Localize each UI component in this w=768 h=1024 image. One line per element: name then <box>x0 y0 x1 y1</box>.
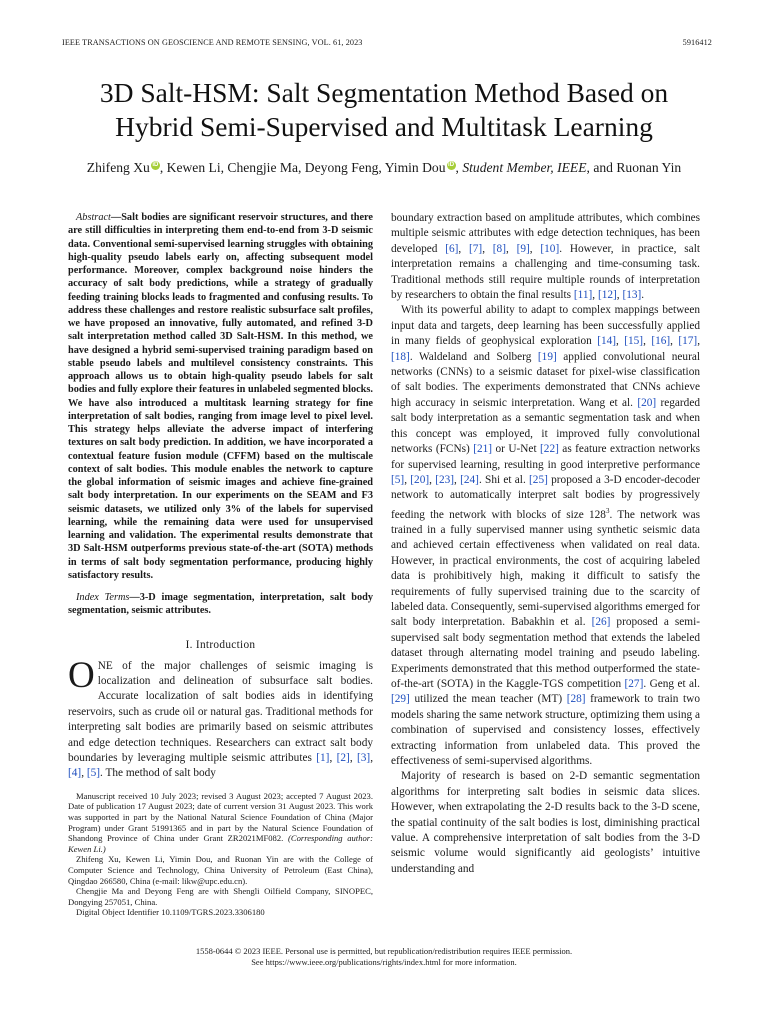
text-run: regarded salt body interpretation as a semantic segmentation task and when this concept was employed, it improved fully convolutional networks (FCNs) <box>391 396 700 456</box>
copyright-line-1: 1558-0644 © 2023 IEEE. Personal use is permitted, but republication/redistribution requires IEEE permission. <box>195 946 573 956</box>
page-number: 5916412 <box>682 38 712 47</box>
text-run: or U-Net <box>492 443 541 456</box>
author-list <box>40 160 728 176</box>
text-run: . Geng et al. <box>643 677 700 690</box>
citation-link[interactable]: [25] <box>529 473 548 486</box>
text-run: applied convolutional neural networks (CNNs) to a seismic dataset for pixel-wise classification of salt bodies. The experiments demonstrated that CNNs achieve high accuracy in seismic interpretation. Wang et al. <box>391 350 700 409</box>
right-column <box>391 211 700 877</box>
citation-link[interactable]: [24] <box>460 473 479 486</box>
footnotes <box>68 791 373 918</box>
citation-link[interactable]: [20] <box>637 396 657 409</box>
title-line-2: Hybrid Semi-Supervised and Multitask Learning <box>115 111 653 142</box>
citation-link[interactable]: [2] <box>336 751 350 764</box>
intro-paragraph: ONE of the major challenges of seismic imaging is localization and delineation of subsurface salt bodies. Accurate localization of salt bodies aids in identifying reservoirs, such as crude oil or natural gas. Traditional methods for interpreting salt bodies are primarily based on seismic attributes and edge detection techniques. Researchers can extract salt body boundaries by leveraging multiple seismic attributes [1], [2], [3], [4], [5]. The method of salt body <box>68 654 374 780</box>
citation-link[interactable]: [8] <box>492 242 506 255</box>
citation-link[interactable]: [11] <box>573 289 593 302</box>
index-terms <box>68 591 373 618</box>
paragraph: Majority of research is based on 2-D semantic segmentation algorithms for interpreting salt bodies in seismic data slices. However, when extrapolating the 2-D results back to the 3-D scene, the spatial continuity of the salt bodies is lost, diminishing practical value. A comprehensive interpretation of salt bodies from the 3-D seismic volume would significantly aid geologists’ intuitive understanding and <box>391 770 700 875</box>
citation-link[interactable]: [16] <box>651 335 671 348</box>
citation-link[interactable]: [26] <box>591 616 611 629</box>
footnote-affiliation-1: Zhifeng Xu, Kewen Li, Yimin Dou, and Ruonan Yin are with the College of Computer Science and Technology, China University of Petroleum (East China), Qingdao 266580, China (e-mail: likw@upc.edu.cn). <box>68 854 373 886</box>
title-line-1: 3D Salt-HSM: Salt Segmentation Method Based on <box>99 77 669 108</box>
index-terms-dash: — <box>129 592 140 603</box>
text-run: . Shi et al. <box>478 473 530 486</box>
abstract-dash: — <box>110 212 122 223</box>
drop-cap: O <box>68 654 95 696</box>
citation-link[interactable]: [4] <box>68 767 82 780</box>
footnote-affiliation-2: Chengjie Ma and Deyong Feng are with Shengli Oilfield Company, SINOPEC, Dongying 257051, China. <box>68 886 373 907</box>
authors-middle: , Kewen Li, Chengjie Ma, Deyong Feng, Yimin Dou <box>159 160 446 175</box>
text-run: With its powerful ability to adapt to complex mappings between input data and targets, deep learning has been successfully applied in many fields of geophysical exploration <box>391 304 700 348</box>
paragraph: boundary extraction based on amplitude attributes, which combines multiple seismic attributes with edge detection techniques, has been developed [6], [7], [8], [9], [10]. However, in practice, salt interpretation remains a challenging and time-consuming task. Traditional methods still require multiple rounds of interpretation by researchers to obtain the final results [11], [12], [13]. <box>391 212 700 302</box>
authors-sep: , <box>455 160 463 175</box>
citation-link[interactable]: [7] <box>469 242 483 255</box>
citation-link[interactable]: [12] <box>597 289 617 302</box>
footnote-doi: Digital Object Identifier 10.1109/TGRS.2023.3306180 <box>76 907 265 918</box>
text-run: utilized the mean teacher (MT) <box>409 693 567 706</box>
footnote-corresponding: (Corresponding author: Kewen Li.) <box>68 833 373 854</box>
index-terms-label: Index Terms <box>76 592 130 603</box>
citation-link[interactable]: [5] <box>391 473 405 486</box>
citation-link[interactable]: [9] <box>516 242 530 255</box>
citation-link[interactable]: [10] <box>540 242 560 255</box>
section-heading: I. Introduction <box>185 638 256 651</box>
footnote-manuscript: Manuscript received 10 July 2023; revised 3 August 2023; accepted 7 August 2023. Date of publication 17 August 2023; date of current version 31 August 2023. This work was supported in part by the National Natural Science Foundation of China (Major Program) under Grant 51991365 and in part by the Natural Science Foundation of Shandong Province of China under Grant ZR2021MF082. <box>68 790 373 844</box>
intro-text: NE of the major challenges of seismic imaging is localization and delineation of subsurface salt bodies. Accurate localization of salt bodies aids in identifying reservoirs, such as crude oil or natural gas. Traditional methods for interpreting salt bodies are primarily based on seismic attributes and edge detection techniques. Researchers can extract salt body boundaries by leveraging multiple seismic attributes <box>68 659 373 764</box>
citation-link[interactable]: [27] <box>624 677 644 690</box>
running-header <box>62 38 712 47</box>
abstract-text: Salt bodies are significant reservoir structures, and there are still difficulties in interpreting them end-to-end from 3-D seismic data. Conventional semi-supervised learning struggles with obtaining high-quality pseudo labels early on, affecting subsequent model performance. Moreover, complex background noise hinders the accuracy of salt body predictions, while a strategy of gradually feeding training blocks leads to fragmented and confusing results. To address these challenges and restore realistic subsurface salt profiles, we have proposed an innovative, fully automated, and refined 3-D salt interpretation method called 3D Salt-HSM. In this method, we have designed a hybrid semi-supervised training paradigm based on stable pseudo labels and multilevel consistency constraints. This approach allows us to obtain high-quality pseudo labels for salt bodies and fully explore their features in unlabeled segmented blocks. We have also introduced a multitask learning strategy for fine interpretation of salt bodies, ranging from image level to pixel level. This strategy helps alleviate the adverse impact of interfering textures on salt body prediction. In addition, we have incorporated a contextual feature fusion module (CFFM) based on the multiscale context of salt bodies. This module enables the network to capture the global information of seismic images and achieve fine-grained salt body interpretation. In our experiments on the SEAM and F3 seismic datasets, we utilized only 3% of the labels for supervised learning, while the remaining data were used for unsupervised learning and validation. The experimental results demonstrate that 3D Salt-HSM outperforms previous state-of-the-art (SOTA) methods in terms of salt body segmentation performance, producing highly satisfactory results. <box>68 212 373 581</box>
citation-link[interactable]: [13] <box>622 289 642 302</box>
paragraph: With its powerful ability to adapt to complex mappings between input data and targets, deep learning has been successfully applied in many fields of geophysical exploration [14], [15], [16], [17], [18]. Waldeland and Solberg [19] applied convolutional neural networks (CNNs) to a seismic dataset for pixel-wise classification of salt bodies. The experiments demonstrated that CNNs achieve high accuracy in seismic interpretation. Wang et al. [20] regarded salt body interpretation as a semantic segmentation task and when this concept was employed, it improved fully convolutional networks (FCNs) [21] or U-Net [22] as feature extraction networks for supervised learning, resulting in good interpretive performance [5], [20], [23], [24]. Shi et al. [25] proposed a 3-D encoder-decoder network to automatically interpret salt bodies by progressively feeding the network with blocks of size $128^3$. The network was trained in a fully supervised manner using synthetic seismic data and achieved certain effectiveness when validated on real data. However, in practical environments, the cost of acquiring labeled data is prohibitively high, making it difficult to satisfy the requirements of fully supervised training due to the scarcity of labeled data. Consequently, semi-supervised algorithms emerged for salt body interpretation. Babakhin et al. [26] proposed a semi-supervised salt body segmentation method that extends the labeled dataset through alternating model training and pseudo labeling. Experiments demonstrated that this method outperformed the state-of-the-art (SOTA) in the Kaggle-TGS competition [27]. Geng et al. [29] utilized the mean teacher (MT) [28] framework to train two models sharing the same network structure, optimizing them using a combination of supervised and consistency losses, effectively extracting information from unlabeled data. This proved the effectiveness of semi-supervised algorithms. <box>391 304 701 767</box>
copyright-notice <box>40 946 728 968</box>
left-column <box>68 211 373 918</box>
text-run: framework to train two models sharing the same network structure, optimizing them using a combination of supervised and consistency losses, effectively extracting information from unlabeled data. This proved the effectiveness of semi-supervised algorithms. <box>391 693 700 767</box>
text-run: proposed a semi-supervised salt body segmentation method that extends the labeled dataset through alternating model training and pseudo labeling. Experiments demonstrated that this method outperformed the state-of-the-art (SOTA) in the Kaggle-TGS competition <box>391 616 700 690</box>
citation-link[interactable]: [22] <box>540 443 559 456</box>
citation-link[interactable]: [19] <box>537 350 557 363</box>
text-run: proposed a 3-D encoder-decoder network to automatically interpret salt bodies by progressively feeding the network with blocks of size 128 <box>391 473 700 521</box>
intro-text-end: . The method of salt body <box>100 767 216 780</box>
citation-link[interactable]: [28] <box>566 693 586 706</box>
text-run: . Waldeland and Solberg <box>409 350 538 363</box>
index-terms-text: 3-D image segmentation, interpretation, salt body segmentation, seismic attributes. <box>68 592 373 617</box>
abstract-label: Abstract <box>76 212 111 223</box>
citation-link[interactable]: [17] <box>678 335 698 348</box>
authors-last: , and Ruonan Yin <box>586 160 682 175</box>
paper-title <box>40 76 728 144</box>
text-run: . However, in practice, salt interpretation remains a challenging and time-consuming task. Traditional methods still require multiple rounds of interpretation by researchers to obtain the final results <box>391 242 700 302</box>
citation-link[interactable]: [6] <box>445 242 459 255</box>
text-run: boundary extraction based on amplitude attributes, which combines multiple seismic attributes with edge detection techniques, has been developed <box>391 212 700 255</box>
text-run: as feature extraction networks for supervised learning, resulting in good interpretive performance <box>391 443 700 471</box>
orcid-icon[interactable]: iD <box>448 162 455 169</box>
citation-link[interactable]: [15] <box>624 335 644 348</box>
superscript: 3 <box>605 506 610 515</box>
citation-link[interactable]: [20] <box>410 473 430 486</box>
citation-link[interactable]: [21] <box>473 443 493 456</box>
citation-link[interactable]: [14] <box>597 335 617 348</box>
author-1: Zhifeng Xu <box>86 160 150 175</box>
citation-link[interactable]: [29] <box>391 693 410 706</box>
citation-link[interactable]: [1] <box>316 751 330 764</box>
text-run: . The network was trained in a fully supervised manner using synthetic seismic data and achieved certain effectiveness when validated on real data. However, in practical environments, the cost of acquiring labeled data is prohibitively high, making it difficult to satisfy the requirements of fully supervised training due to the scarcity of labeled data. Consequently, semi-supervised algorithms emerged for salt body interpretation. Babakhin et al. <box>391 508 701 629</box>
citation-link[interactable]: [18] <box>391 350 410 363</box>
citation-link[interactable]: [3] <box>357 751 371 764</box>
copyright-line-2: See https://www.ieee.org/publications/rights/index.html for more information. <box>251 957 517 967</box>
journal-name: IEEE TRANSACTIONS ON GEOSCIENCE AND REMOTE SENSING, VOL. 61, 2023 <box>62 38 363 47</box>
orcid-icon[interactable]: iD <box>152 162 159 169</box>
author-role: Student Member, IEEE <box>462 160 587 175</box>
citation-link[interactable]: [23] <box>435 473 455 486</box>
abstract <box>68 211 373 582</box>
citation-link[interactable]: [5] <box>86 767 101 780</box>
